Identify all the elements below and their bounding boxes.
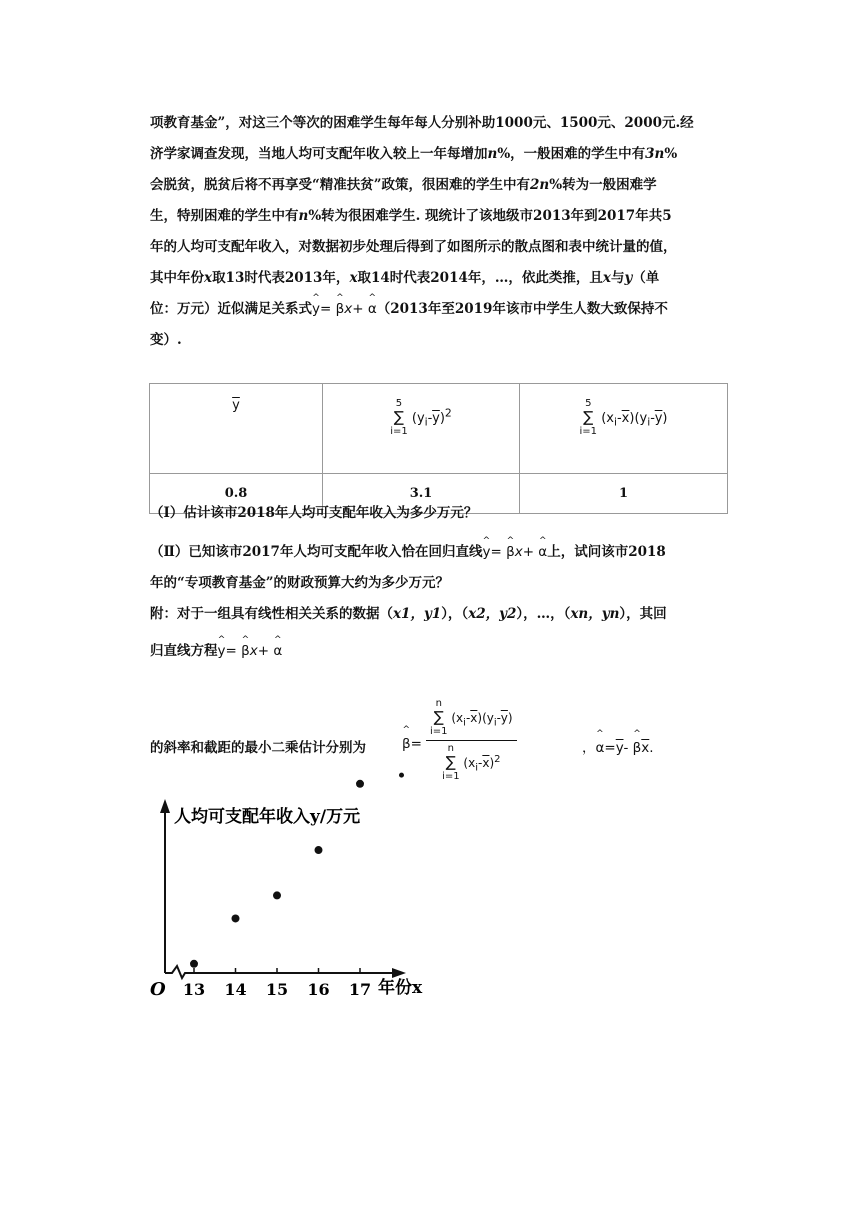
value-sum-sq: 3.1 — [323, 474, 520, 514]
x-tick-label: 17 — [348, 980, 372, 999]
intro-line-1: 项教育基金”，对这三个等次的困难学生每年每人分别补助1000元、1500元、2000元.经 — [150, 115, 694, 131]
problem-intro — [150, 108, 730, 356]
least-squares-line — [150, 692, 740, 802]
y-axis-label: 人均可支配年收入y/万元 — [174, 807, 361, 827]
intro-line-4: 生，特别困难的学生中有n%转为很困难学生. 现统计了该地级市2013年到2017年共5 — [150, 208, 672, 224]
header-sum-sq: 5 ∑ i=1 $(y_i-\overline{y})^2$ — [323, 384, 520, 474]
intro-line-2: 济学家调查发现，当地人均可支配年收入较上一年每增加n%，一般困难的学生中有3n% — [150, 146, 678, 162]
intro-line-6: 其中年份x取13时代表2013年，x取14时代表2014年，…，依此类推，且x与y（单 — [150, 270, 660, 286]
data-point — [232, 914, 240, 922]
intro-line-7: 位：万元）近似满足关系式^ y= ^ βx+ ^ α（2013年至2019年该市中学生人数大致保持不 — [150, 294, 730, 325]
header-sum-xy: 5 ∑ i=1 $(x_i-\overline{x})(y_i-\overline{y})$ — [520, 384, 728, 474]
intro-line-5: 年的人均可支配年收入，对数据初步处理后得到了如图所示的散点图和表中统计量的值， — [150, 239, 677, 255]
question-2-cont: 年的“专项教育基金”的财政预算大约为多少万元？ — [150, 575, 450, 591]
appendix-line-1: 附：对于一组具有线性相关关系的数据（x1，y1），（x2，y2），…，（xn，yn），其回 — [150, 606, 667, 622]
value-mean-y: 0.8 — [150, 474, 323, 514]
x-tick-label: 13 — [182, 980, 206, 999]
intro-line-3: 会脱贫，脱贫后将不再享受“精准扶贫”政策，很困难的学生中有2n%转为一般困难学 — [150, 177, 657, 193]
questions — [150, 498, 730, 667]
table-header-row — [150, 384, 728, 474]
x-axis — [165, 966, 398, 978]
alpha-formula: ，^ $\alpha=\overline{y}-$ ^ $\beta\overline{x}$. — [582, 736, 654, 756]
slope-fraction: n ∑ i=1 $(x_i-\overline{x})(y_i-\overline{y})$ n ∑ i=1 $(x_i-\overline{x})^2$ — [426, 698, 517, 783]
regression-formula: ^ y= ^ βx+ ^ α — [312, 301, 377, 317]
data-point — [315, 846, 323, 854]
question-2: （Ⅱ）已知该市2017年人均可支配年收入恰在回归直线^ y= ^ βx+ ^ α上，试问该市2018 — [150, 537, 730, 568]
value-sum-xy: 1 — [520, 474, 728, 514]
x-tick-label: 14 — [224, 980, 247, 999]
beta-hat: ^ β= — [402, 736, 422, 752]
appendix-line-3: 的斜率和截距的最小二乘估计分别为 — [150, 740, 366, 756]
data-point — [190, 960, 198, 968]
x-axis-label: 年份x — [378, 978, 423, 998]
origin-label: O — [150, 979, 166, 1000]
appendix-line-2: 归直线方程^ y= ^ βx+ ^ α — [150, 636, 730, 667]
x-tick-label: 15 — [265, 980, 289, 999]
x-tick-label: 16 — [307, 980, 330, 999]
data-point — [273, 891, 281, 899]
statistics-table — [149, 383, 728, 514]
intro-line-8: 变）. — [150, 332, 182, 348]
header-mean-y: $\overline{y}$ — [150, 384, 323, 474]
question-1: （Ⅰ）估计该市2018年人均可支配年收入为多少万元？ — [150, 505, 478, 521]
x-axis-arrow — [392, 968, 406, 978]
